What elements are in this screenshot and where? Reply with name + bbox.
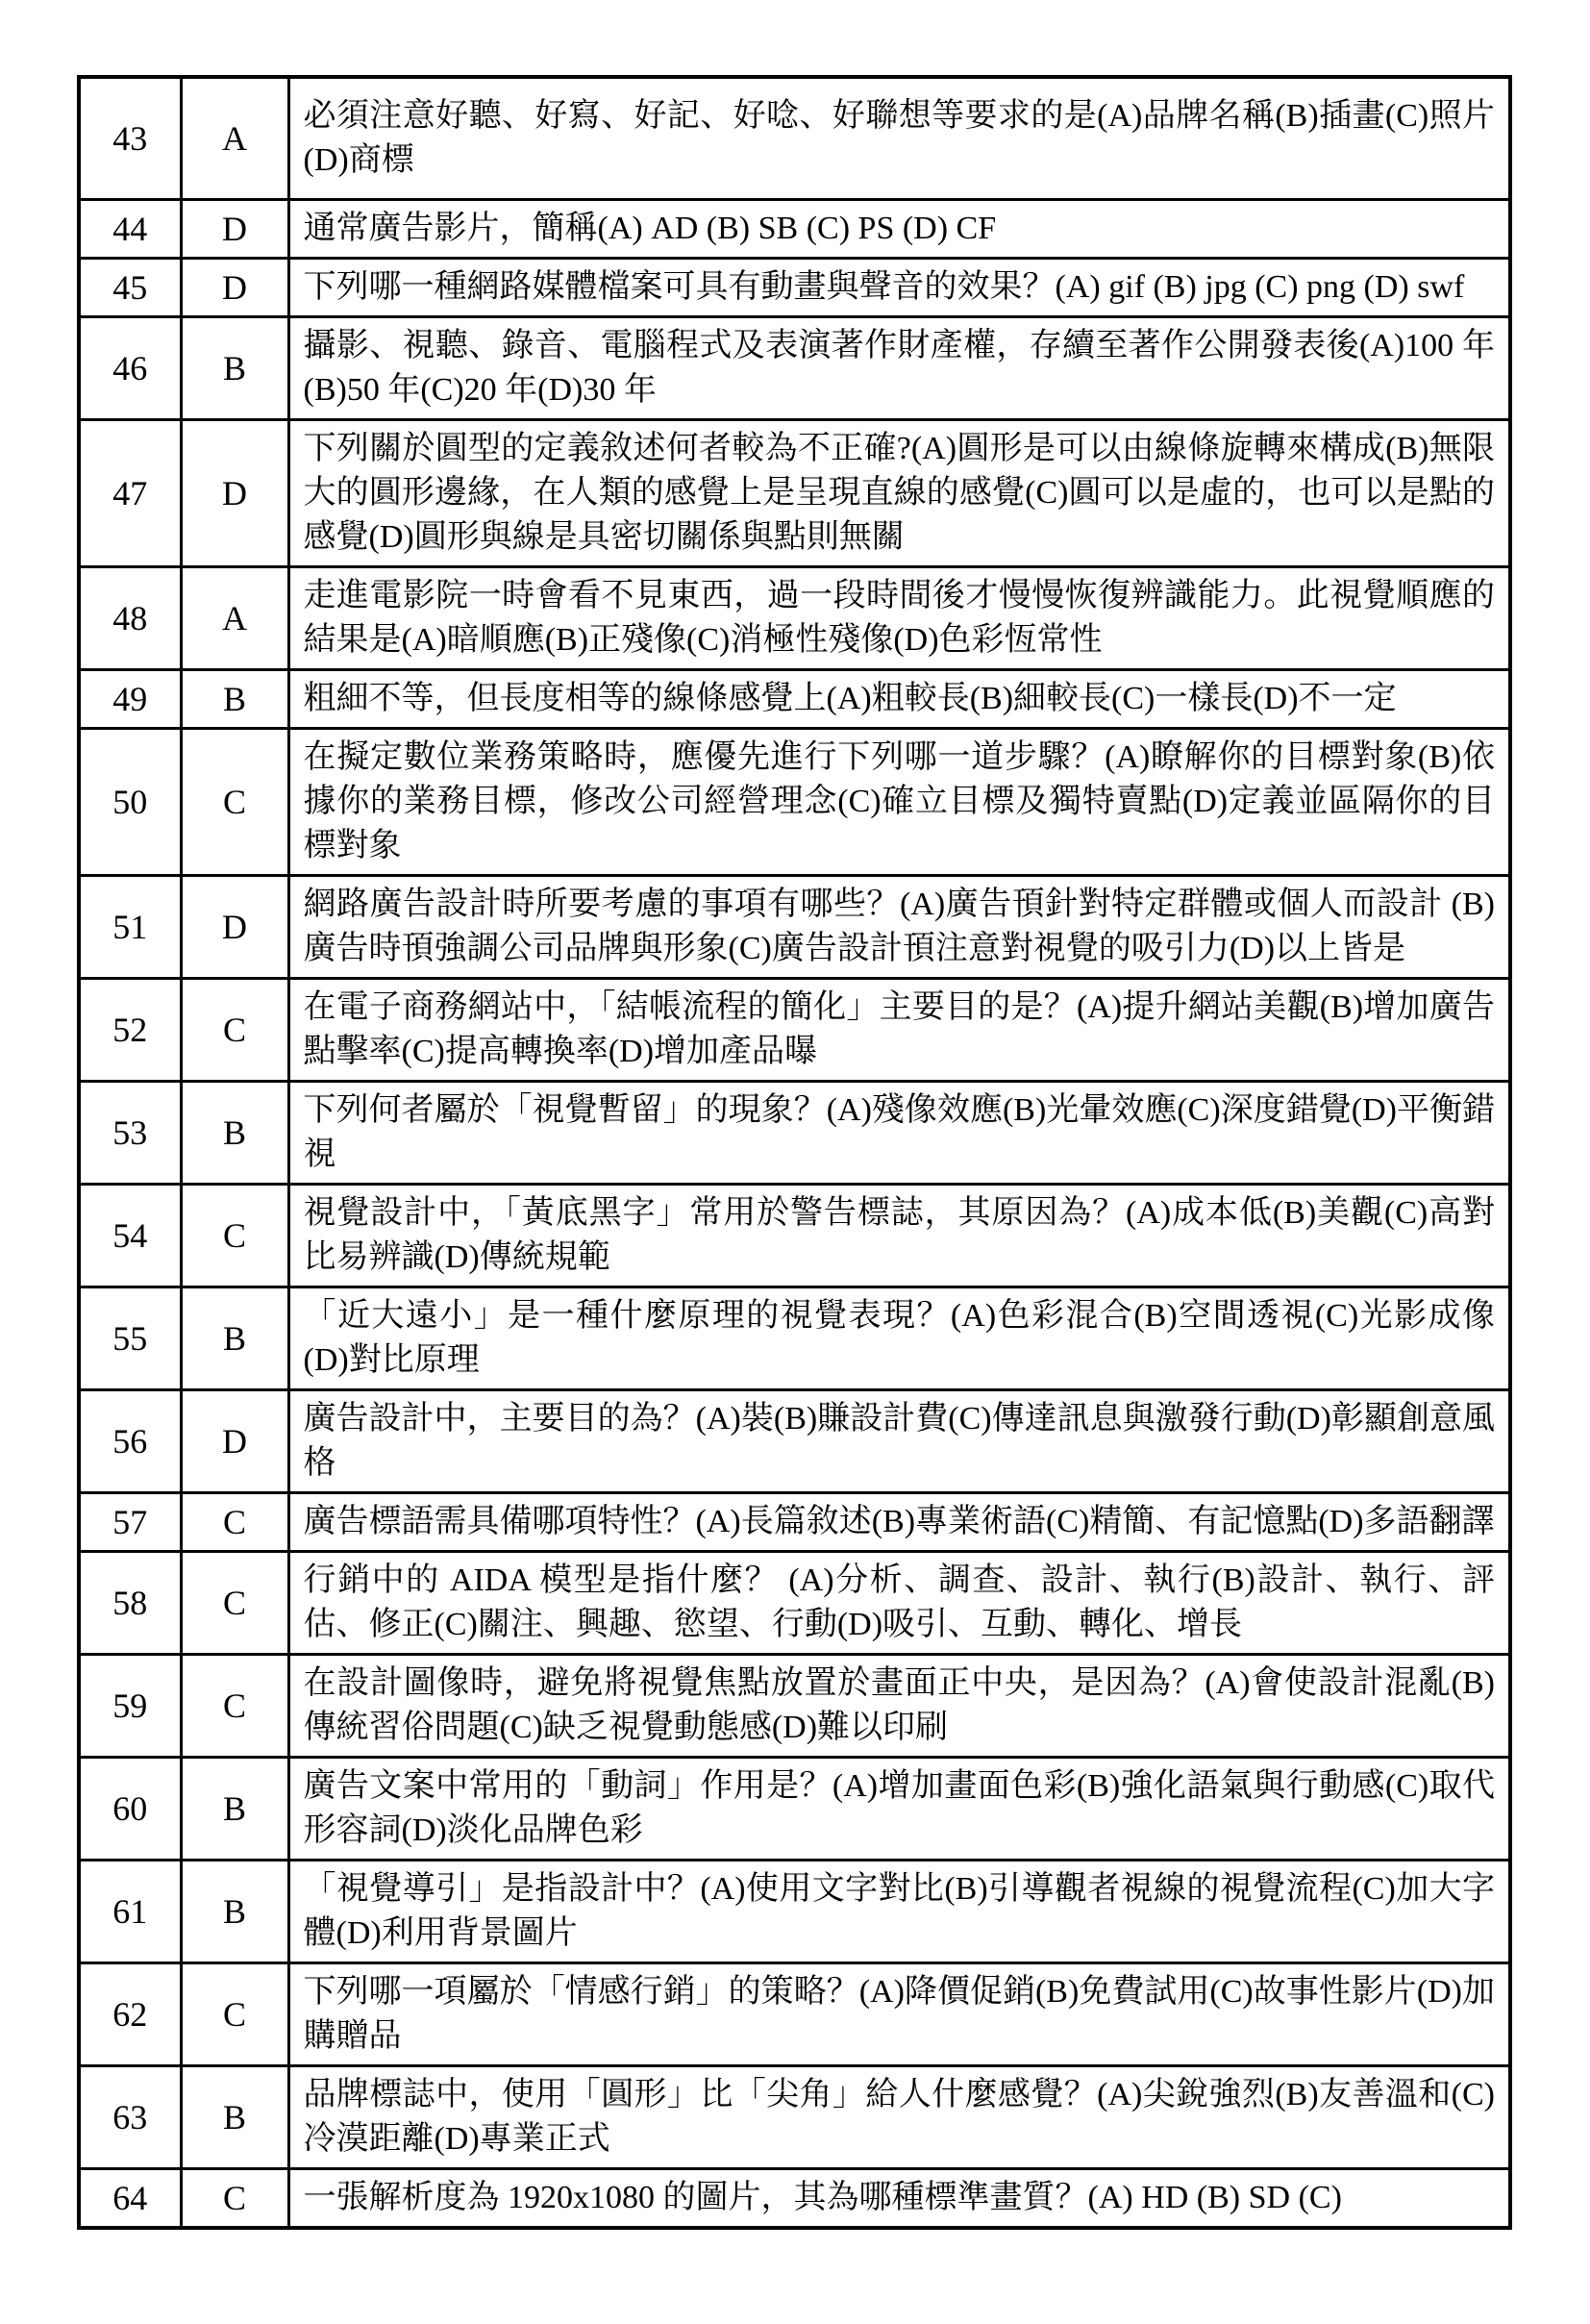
answer-letter: D: [181, 199, 288, 258]
question-text: 廣告文案中常用的「動詞」作用是？(A)增加畫面色彩(B)強化語氣與行動感(C)取代形容詞(D)淡化品牌色彩: [288, 1757, 1510, 1860]
question-number: 44: [79, 199, 181, 258]
question-number: 55: [79, 1287, 181, 1389]
question-number: 63: [79, 2065, 181, 2168]
answer-letter: A: [181, 77, 288, 199]
question-text: 「視覺導引」是指設計中？(A)使用文字對比(B)引導觀者視線的視覺流程(C)加大字體(D)利用背景圖片: [288, 1860, 1510, 1962]
question-text: 下列何者屬於「視覺暫留」的現象？(A)殘像效應(B)光暈效應(C)深度錯覺(D)平衡錯視: [288, 1081, 1510, 1184]
question-text: 「近大遠小」是一種什麼原理的視覺表現？(A)色彩混合(B)空間透視(C)光影成像 (D)對比原理: [288, 1287, 1510, 1389]
answer-letter: B: [181, 1287, 288, 1389]
table-row: [79, 1962, 1510, 2065]
question-text: 品牌標誌中，使用「圓形」比「尖角」給人什麼感覺？(A)尖銳強烈(B)友善溫和(C)冷漠距離(D)專業正式: [288, 2065, 1510, 2168]
question-text: 下列哪一項屬於「情感行銷」的策略？(A)降價促銷(B)免費試用(C)故事性影片(D)加購贈品: [288, 1962, 1510, 2065]
question-number: 51: [79, 875, 181, 978]
table-row: [79, 1287, 1510, 1389]
question-text: 廣告設計中，主要目的為？(A)裝(B)賺設計費(C)傳達訊息與激發行動(D)彰顯創意風格: [288, 1389, 1510, 1492]
answer-letter: D: [181, 1389, 288, 1492]
question-number: 52: [79, 978, 181, 1081]
answer-letter: B: [181, 1860, 288, 1962]
table-row: [79, 1389, 1510, 1492]
question-number: 46: [79, 316, 181, 419]
question-number: 64: [79, 2168, 181, 2228]
question-number: 59: [79, 1654, 181, 1757]
table-row: [79, 1860, 1510, 1962]
question-text: 廣告標語需具備哪項特性？(A)長篇敘述(B)專業術語(C)精簡、有記憶點(D)多語翻譯: [288, 1492, 1510, 1551]
question-number: 49: [79, 669, 181, 728]
table-row: [79, 728, 1510, 875]
answer-letter: C: [181, 978, 288, 1081]
answer-letter: C: [181, 1492, 288, 1551]
answer-letter: C: [181, 1654, 288, 1757]
table-row: [79, 316, 1510, 419]
answer-letter: C: [181, 728, 288, 875]
question-text: 在設計圖像時，避免將視覺焦點放置於畫面正中央，是因為？(A)會使設計混亂(B)傳統習俗問題(C)缺乏視覺動態感(D)難以印刷: [288, 1654, 1510, 1757]
question-text: 在擬定數位業務策略時，應優先進行下列哪一道步驟？(A)瞭解你的目標對象(B)依據你的業務目標，修改公司經營理念(C)確立目標及獨特賣點(D)定義並區隔你的目標對象: [288, 728, 1510, 875]
answer-letter: D: [181, 419, 288, 566]
table-row: [79, 1757, 1510, 1860]
question-number: 60: [79, 1757, 181, 1860]
table-row: [79, 77, 1510, 199]
answer-letter: C: [181, 1551, 288, 1654]
question-number: 50: [79, 728, 181, 875]
table-row: [79, 199, 1510, 258]
question-text: 必須注意好聽、好寫、好記、好唸、好聯想等要求的是(A)品牌名稱(B)插畫(C)照片(D)商標: [288, 77, 1510, 199]
table-row: [79, 1654, 1510, 1757]
table-row: [79, 1492, 1510, 1551]
question-text: 視覺設計中，「黃底黑字」常用於警告標誌，其原因為？(A)成本低(B)美觀(C)高對比易辨識(D)傳統規範: [288, 1184, 1510, 1287]
table-row: [79, 669, 1510, 728]
question-text: 下列哪一種網路媒體檔案可具有動畫與聲音的效果？(A) gif (B) jpg (C) png (D) swf: [288, 258, 1510, 316]
question-number: 57: [79, 1492, 181, 1551]
answer-letter: D: [181, 875, 288, 978]
table-row: [79, 2065, 1510, 2168]
answer-letter: C: [181, 1184, 288, 1287]
question-text: 在電子商務網站中，「結帳流程的簡化」主要目的是？(A)提升網站美觀(B)增加廣告點擊率(C)提高轉換率(D)增加產品曝: [288, 978, 1510, 1081]
table-row: [79, 875, 1510, 978]
answer-letter: B: [181, 316, 288, 419]
question-number: 61: [79, 1860, 181, 1962]
answer-letter: C: [181, 1962, 288, 2065]
question-number: 43: [79, 77, 181, 199]
answer-letter: D: [181, 258, 288, 316]
question-number: 45: [79, 258, 181, 316]
exam-answer-table: [77, 75, 1512, 2230]
question-text: 一張解析度為 1920x1080 的圖片，其為哪種標準畫質？(A) HD (B) SD (C): [288, 2168, 1510, 2228]
table-row: [79, 2168, 1510, 2228]
question-number: 47: [79, 419, 181, 566]
question-text: 走進電影院一時會看不見東西，過一段時間後才慢慢恢復辨識能力。此視覺順應的結果是(A)暗順應(B)正殘像(C)消極性殘像(D)色彩恆常性: [288, 566, 1510, 669]
answer-letter: B: [181, 1757, 288, 1860]
table-row: [79, 1184, 1510, 1287]
answer-letter: C: [181, 2168, 288, 2228]
answer-letter: B: [181, 2065, 288, 2168]
table-row: [79, 566, 1510, 669]
answer-letter: B: [181, 669, 288, 728]
question-text: 通常廣告影片，簡稱(A) AD (B) SB (C) PS (D) CF: [288, 199, 1510, 258]
question-number: 58: [79, 1551, 181, 1654]
question-text: 攝影、視聽、錄音、電腦程式及表演著作財產權，存續至著作公開發表後(A)100 年(B)50 年(C)20 年(D)30 年: [288, 316, 1510, 419]
table-row: [79, 258, 1510, 316]
question-number: 56: [79, 1389, 181, 1492]
question-number: 62: [79, 1962, 181, 2065]
question-text: 下列關於圓型的定義敘述何者較為不正確?(A)圓形是可以由線條旋轉來構成(B)無限大的圓形邊緣，在人類的感覺上是呈現直線的感覺(C)圓可以是虛的，也可以是點的感覺(D)圓形與線是具密切關係與點則無關: [288, 419, 1510, 566]
answer-letter: A: [181, 566, 288, 669]
question-text: 行銷中的 AIDA 模型是指什麼？ (A)分析、調查、設計、執行(B)設計、執行、評估、修正(C)關注、興趣、慾望、行動(D)吸引、互動、轉化、增長: [288, 1551, 1510, 1654]
question-text: 粗細不等，但長度相等的線條感覺上(A)粗較長(B)細較長(C)一樣長(D)不一定: [288, 669, 1510, 728]
question-number: 53: [79, 1081, 181, 1184]
table-row: [79, 419, 1510, 566]
question-number: 54: [79, 1184, 181, 1287]
question-text: 網路廣告設計時所要考慮的事項有哪些？(A)廣告頇針對特定群體或個人而設計 (B)廣告時頇強調公司品牌與形象(C)廣告設計頇注意對視覺的吸引力(D)以上皆是: [288, 875, 1510, 978]
table-body: [79, 77, 1510, 2228]
table-row: [79, 1551, 1510, 1654]
table-row: [79, 1081, 1510, 1184]
question-number: 48: [79, 566, 181, 669]
table-row: [79, 978, 1510, 1081]
answer-letter: B: [181, 1081, 288, 1184]
